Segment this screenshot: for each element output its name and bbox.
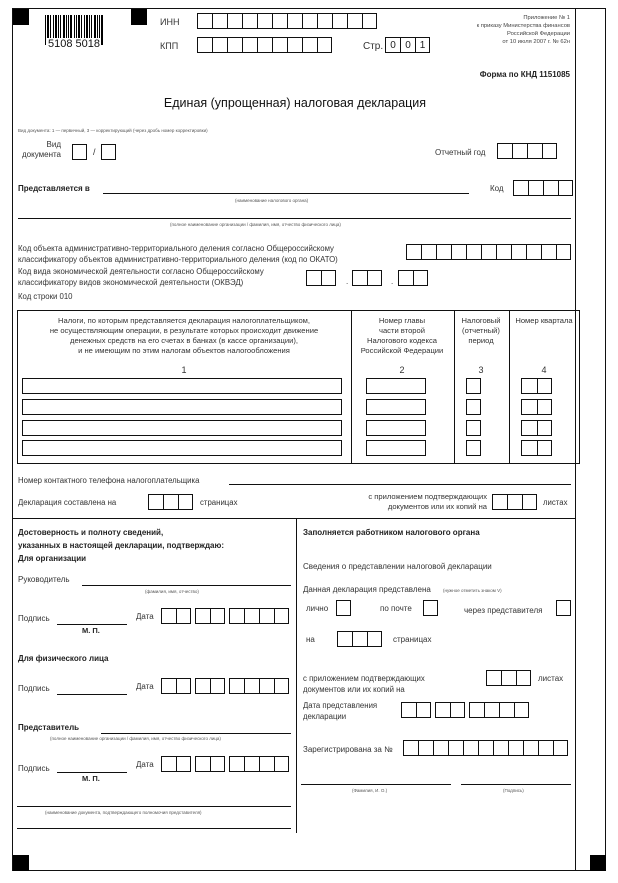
- submission-date-field[interactable]: [401, 702, 529, 718]
- confirmation-heading: [18, 526, 224, 565]
- input-cell[interactable]: [421, 244, 436, 260]
- appendix-line: Российской Федерации: [506, 31, 570, 37]
- input-cell[interactable]: [347, 13, 362, 29]
- signature-line[interactable]: [57, 772, 127, 773]
- signature-label: Подпись: [18, 684, 50, 693]
- option-representative-checkbox[interactable]: [556, 600, 571, 616]
- option-mail-label: по почте: [380, 604, 412, 613]
- form-code: Форма по КНД 1151085: [479, 70, 570, 79]
- date-cell[interactable]: [469, 702, 484, 718]
- date-cell[interactable]: [161, 756, 176, 772]
- corner-marker-top-left: [13, 9, 29, 25]
- col-number: 4: [541, 365, 547, 375]
- input-cell[interactable]: [302, 13, 317, 29]
- office-name-line[interactable]: [301, 784, 451, 785]
- individual-date-field[interactable]: [161, 678, 289, 694]
- date-group[interactable]: [161, 608, 191, 624]
- date-cell[interactable]: [435, 702, 450, 718]
- option-representative-label: через представителя: [464, 606, 543, 615]
- tax-authority-line: [103, 193, 469, 194]
- col-number: 1: [181, 365, 187, 375]
- date-cell[interactable]: [416, 702, 431, 718]
- date-cell[interactable]: [450, 702, 465, 718]
- col-number: 2: [399, 365, 405, 375]
- frame-left: [12, 8, 13, 870]
- date-group[interactable]: [195, 608, 225, 624]
- office-attachments-label: [303, 673, 425, 695]
- stamp-label: М. П.: [82, 626, 100, 635]
- input-cell[interactable]: [227, 37, 242, 53]
- input-cell[interactable]: [242, 37, 257, 53]
- tax-chapter-input[interactable]: [366, 399, 426, 415]
- col2-header: [351, 316, 453, 356]
- date-cell[interactable]: [176, 756, 191, 772]
- input-cell[interactable]: [242, 13, 257, 29]
- org-name-caption: (полное наименование организации / фамилия, имя, отчество физического лица): [170, 222, 341, 227]
- doc-type-label-line: документа: [22, 150, 62, 159]
- registered-label: Зарегистрирована за №: [303, 745, 393, 754]
- for-individual-heading: Для физического лица: [18, 654, 109, 663]
- tax-name-input[interactable]: [22, 399, 342, 415]
- okved-dot: .: [346, 277, 349, 286]
- okved-label-line: классификатору видов экономической деятельности (ОКВЭД): [18, 278, 244, 287]
- tax-period-input[interactable]: [466, 399, 481, 415]
- input-cell[interactable]: [542, 143, 557, 159]
- date-cell[interactable]: [274, 608, 289, 624]
- corner-marker-bottom-left: [13, 855, 29, 871]
- input-cell[interactable]: [272, 37, 287, 53]
- input-cell[interactable]: [512, 143, 527, 159]
- header-line: период: [468, 336, 494, 345]
- barcode-number: 5108 5018: [48, 38, 100, 50]
- date-label: Дата: [136, 612, 154, 621]
- input-cell[interactable]: [541, 244, 556, 260]
- date-cell[interactable]: [210, 756, 225, 772]
- input-cell[interactable]: [558, 180, 573, 196]
- date-cell[interactable]: [210, 678, 225, 694]
- doc-type-separator: /: [93, 147, 96, 157]
- input-cell[interactable]: [317, 37, 332, 53]
- date-group[interactable]: [435, 702, 465, 718]
- appendix-reference: [477, 14, 570, 46]
- submitted-to-label: Представляется в: [18, 184, 90, 193]
- office-signature-line[interactable]: [461, 784, 571, 785]
- date-cell[interactable]: [176, 608, 191, 624]
- option-personal-label: лично: [306, 604, 329, 613]
- kpp-label: КПП: [160, 41, 179, 51]
- attachments-suffix: листах: [543, 498, 568, 507]
- submitted-label: Данная декларация представлена: [303, 585, 431, 594]
- correction-number-input[interactable]: [101, 144, 116, 160]
- head-name-line[interactable]: [82, 585, 291, 586]
- tax-period-input[interactable]: [466, 420, 481, 436]
- column-divider: [296, 518, 297, 833]
- doc-type-input[interactable]: [72, 144, 87, 160]
- for-organization-heading: Для организации: [18, 554, 87, 563]
- phone-input-line[interactable]: [229, 484, 571, 485]
- tax-name-input[interactable]: [22, 440, 342, 456]
- date-cell[interactable]: [244, 756, 259, 772]
- okved-part2-field[interactable]: [352, 270, 382, 286]
- frame-bottom: [12, 870, 606, 871]
- input-cell[interactable]: [212, 37, 227, 53]
- date-group[interactable]: [161, 678, 191, 694]
- input-cell[interactable]: [556, 244, 571, 260]
- date-cell[interactable]: [401, 702, 416, 718]
- input-cell[interactable]: [478, 740, 493, 756]
- head-name-caption: (фамилия, имя, отчество): [145, 589, 199, 594]
- appendix-line: от 10 июля 2007 г. № 62н: [502, 39, 570, 45]
- okato-label: [18, 243, 338, 265]
- quarter-cell-divider: [537, 379, 538, 393]
- quarter-input[interactable]: [521, 378, 552, 394]
- tax-authority-code-field[interactable]: [513, 180, 573, 196]
- header-line: не осуществляющим операции, в результате которых происходит движение: [49, 326, 319, 335]
- date-cell[interactable]: [229, 678, 244, 694]
- header-line: денежных средств на его счетах в банках (в кассе организации),: [70, 336, 298, 345]
- office-pages-suffix: страницах: [393, 635, 432, 644]
- date-cell[interactable]: [176, 678, 191, 694]
- page-label: Стр.: [363, 41, 384, 52]
- okved-part1-field[interactable]: [306, 270, 336, 286]
- confirmation-heading-line: указанных в настоящей декларации, подтверждаю:: [18, 541, 225, 550]
- submission-date-label-line: декларации: [303, 712, 347, 721]
- on-label: на: [306, 635, 315, 644]
- col1-header: [18, 316, 350, 356]
- pages-label: Декларация составлена на: [18, 498, 117, 507]
- quarter-cell-divider: [537, 400, 538, 414]
- input-cell[interactable]: [513, 180, 528, 196]
- document-line-2[interactable]: [17, 828, 291, 829]
- stamp-label: М. П.: [82, 774, 100, 783]
- tax-office-heading: Заполняется работником налогового органа: [303, 528, 480, 537]
- header-line: и не имеющим по этим налогам объектов налогообложения: [78, 346, 290, 355]
- kpp-field[interactable]: [197, 37, 332, 53]
- date-cell[interactable]: [274, 756, 289, 772]
- tax-period-input[interactable]: [466, 378, 481, 394]
- input-cell[interactable]: [403, 740, 418, 756]
- input-cell[interactable]: [257, 37, 272, 53]
- frame-outer-right: [605, 8, 606, 870]
- date-cell[interactable]: [259, 678, 274, 694]
- okato-field[interactable]: [406, 244, 571, 260]
- tax-chapter-input[interactable]: [366, 420, 426, 436]
- representative-caption: (полное наименование организации / фамилия, имя, отчество физического лица): [50, 736, 221, 741]
- office-attachments-suffix: листах: [538, 674, 564, 683]
- signature-line[interactable]: [57, 694, 127, 695]
- header-line: (отчетный): [462, 326, 500, 335]
- input-cell[interactable]: [332, 13, 347, 29]
- page-digit: 0: [385, 37, 400, 53]
- date-cell[interactable]: [514, 702, 529, 718]
- input-cell[interactable]: [466, 244, 481, 260]
- section-divider: [12, 518, 576, 519]
- office-attachments-label-line: документов или их копий на: [303, 685, 405, 694]
- date-cell[interactable]: [195, 678, 210, 694]
- col3-header: [454, 316, 508, 346]
- header-line: Номер главы: [378, 316, 426, 325]
- representative-name-line[interactable]: [101, 733, 291, 734]
- date-cell[interactable]: [244, 678, 259, 694]
- input-cell[interactable]: [511, 244, 526, 260]
- appendix-line: Приложение № 1: [523, 15, 570, 21]
- date-cell[interactable]: [229, 756, 244, 772]
- doc-type-label-line: Вид: [46, 140, 62, 149]
- header-line: части второй: [379, 326, 425, 335]
- date-cell[interactable]: [484, 702, 499, 718]
- col-number: 3: [478, 365, 484, 375]
- inn-label: ИНН: [160, 17, 180, 27]
- submission-date-label: [303, 700, 377, 722]
- date-cell[interactable]: [229, 608, 244, 624]
- quarter-input[interactable]: [521, 440, 552, 456]
- appendix-line: к приказу Министерства финансов: [476, 23, 570, 29]
- registration-number-field[interactable]: [403, 740, 568, 756]
- attachments-label-line: с приложением подтверждающих: [368, 492, 487, 501]
- inn-field[interactable]: [197, 13, 377, 29]
- page-digit: 0: [400, 37, 415, 53]
- date-cell[interactable]: [274, 678, 289, 694]
- tax-name-input[interactable]: [22, 420, 342, 436]
- doc-type-label: [22, 140, 61, 160]
- date-cell[interactable]: [161, 678, 176, 694]
- okved-label: [18, 266, 264, 288]
- input-cell[interactable]: [528, 180, 543, 196]
- col-divider: [509, 311, 510, 464]
- document-caption: (наименование документа, подтверждающего полномочия представителя): [45, 810, 202, 815]
- date-group[interactable]: [161, 756, 191, 772]
- signature-label: Подпись: [18, 614, 50, 623]
- pages-count-field[interactable]: [148, 494, 193, 510]
- input-cell[interactable]: [496, 244, 511, 260]
- date-cell[interactable]: [210, 608, 225, 624]
- date-cell[interactable]: [195, 608, 210, 624]
- attachments-label-line: документов или их копий на: [387, 502, 487, 511]
- date-label: Дата: [136, 682, 154, 691]
- okato-label-line: классификатору объектов административно-территориального деления (код по ОКАТО): [18, 255, 338, 264]
- pages-suffix: страницах: [200, 498, 238, 507]
- tax-name-input[interactable]: [22, 378, 342, 394]
- submission-date-label-line: Дата представления: [303, 701, 378, 710]
- input-cell[interactable]: [436, 244, 451, 260]
- reporting-year-field[interactable]: [497, 143, 557, 159]
- doc-type-hint: Вид документа: 1 — первичный, 3 — корректирующий (через дробь номер корректировки): [18, 128, 208, 133]
- page-digit: 1: [415, 37, 430, 53]
- office-name-caption: (Фамилия, И. О.): [352, 788, 388, 793]
- okved-label-line: Код вида экономической деятельности согласно Общероссийскому: [18, 267, 264, 276]
- date-group[interactable]: [469, 702, 529, 718]
- date-group[interactable]: [229, 756, 289, 772]
- corner-marker-bottom-right: [590, 855, 606, 871]
- header-line: Налоги, по которым представляется декларация налогоплательщиком,: [58, 316, 310, 325]
- quarter-input[interactable]: [521, 420, 552, 436]
- date-group[interactable]: [195, 756, 225, 772]
- representative-date-field[interactable]: [161, 756, 289, 772]
- input-cell[interactable]: [257, 13, 272, 29]
- input-cell[interactable]: [508, 740, 523, 756]
- office-signature-caption: (Подпись): [503, 788, 524, 793]
- office-pages-field[interactable]: [337, 631, 382, 647]
- date-group[interactable]: [229, 678, 289, 694]
- date-group[interactable]: [229, 608, 289, 624]
- org-name-line: [18, 218, 571, 219]
- input-cell[interactable]: [526, 244, 541, 260]
- date-cell[interactable]: [195, 756, 210, 772]
- page-title: Единая (упрощенная) налоговая декларация: [163, 96, 427, 110]
- input-cell[interactable]: [197, 13, 212, 29]
- input-cell[interactable]: [538, 740, 553, 756]
- signature-line[interactable]: [57, 624, 127, 625]
- option-personal-checkbox[interactable]: [336, 600, 351, 616]
- input-cell[interactable]: [553, 740, 568, 756]
- office-attachments-label-line: с приложением подтверждающих: [303, 674, 425, 683]
- document-line[interactable]: [17, 806, 291, 807]
- head-label: Руководитель: [18, 575, 70, 584]
- input-cell[interactable]: [527, 143, 542, 159]
- representative-label: Представитель: [18, 723, 80, 732]
- okved-dot: .: [391, 277, 394, 286]
- okato-label-line: Код объекта административно-территориального деления согласно Общероссийскому: [18, 244, 334, 253]
- input-cell[interactable]: [287, 37, 302, 53]
- date-cell[interactable]: [259, 756, 274, 772]
- quarter-cell-divider: [537, 421, 538, 435]
- input-cell[interactable]: [287, 13, 302, 29]
- input-cell[interactable]: [197, 37, 212, 53]
- tax-chapter-input[interactable]: [366, 440, 426, 456]
- attachments-count-field[interactable]: [492, 494, 537, 510]
- input-cell[interactable]: [362, 13, 377, 29]
- header-line: Налогового кодекса: [367, 336, 437, 345]
- input-cell[interactable]: [212, 13, 227, 29]
- corner-marker-top-mid: [131, 9, 147, 25]
- date-cell[interactable]: [161, 608, 176, 624]
- input-cell[interactable]: [523, 740, 538, 756]
- tax-authority-caption: (наименование налогового органа): [235, 198, 309, 203]
- confirmation-heading-line: Достоверность и полноту сведений,: [18, 528, 164, 537]
- header-line: Налоговый: [461, 316, 501, 325]
- quarter-input[interactable]: [521, 399, 552, 415]
- signature-label: Подпись: [18, 764, 50, 773]
- input-cell[interactable]: [418, 740, 433, 756]
- code-label: Код: [490, 184, 504, 193]
- input-cell[interactable]: [543, 180, 558, 196]
- date-cell[interactable]: [244, 608, 259, 624]
- input-cell[interactable]: [406, 244, 421, 260]
- line-code-label: Код строки 010: [18, 292, 73, 301]
- quarter-cell-divider: [537, 441, 538, 455]
- input-cell[interactable]: [302, 37, 317, 53]
- input-cell[interactable]: [317, 13, 332, 29]
- col4-header: [509, 316, 579, 326]
- input-cell[interactable]: [451, 244, 466, 260]
- office-attachments-field[interactable]: [486, 670, 531, 686]
- input-cell[interactable]: [481, 244, 496, 260]
- attachments-label: [330, 492, 487, 512]
- tax-period-input[interactable]: [466, 440, 481, 456]
- phone-label: Номер контактного телефона налогоплательщика: [18, 476, 200, 485]
- date-cell[interactable]: [259, 608, 274, 624]
- date-label: Дата: [136, 760, 154, 769]
- page-number-field: [385, 37, 430, 53]
- submission-info-label: Сведения о представлении налоговой декларации: [303, 562, 492, 571]
- reporting-year-label: Отчетный год: [435, 148, 486, 157]
- input-cell[interactable]: [493, 740, 508, 756]
- input-cell[interactable]: [497, 143, 512, 159]
- header-line: Российской Федерации: [360, 346, 444, 355]
- org-date-field[interactable]: [161, 608, 289, 624]
- input-cell[interactable]: [448, 740, 463, 756]
- date-group[interactable]: [401, 702, 431, 718]
- header-line: Номер квартала: [515, 316, 573, 325]
- input-cell[interactable]: [227, 13, 242, 29]
- submitted-hint: (нужное отметить знаком V): [443, 588, 502, 593]
- date-group[interactable]: [195, 678, 225, 694]
- frame-top: [12, 8, 606, 9]
- tax-chapter-input[interactable]: [366, 378, 426, 394]
- input-cell[interactable]: [433, 740, 448, 756]
- okved-part3-field[interactable]: [398, 270, 428, 286]
- input-cell[interactable]: [463, 740, 478, 756]
- option-mail-checkbox[interactable]: [423, 600, 438, 616]
- input-cell[interactable]: [272, 13, 287, 29]
- date-cell[interactable]: [499, 702, 514, 718]
